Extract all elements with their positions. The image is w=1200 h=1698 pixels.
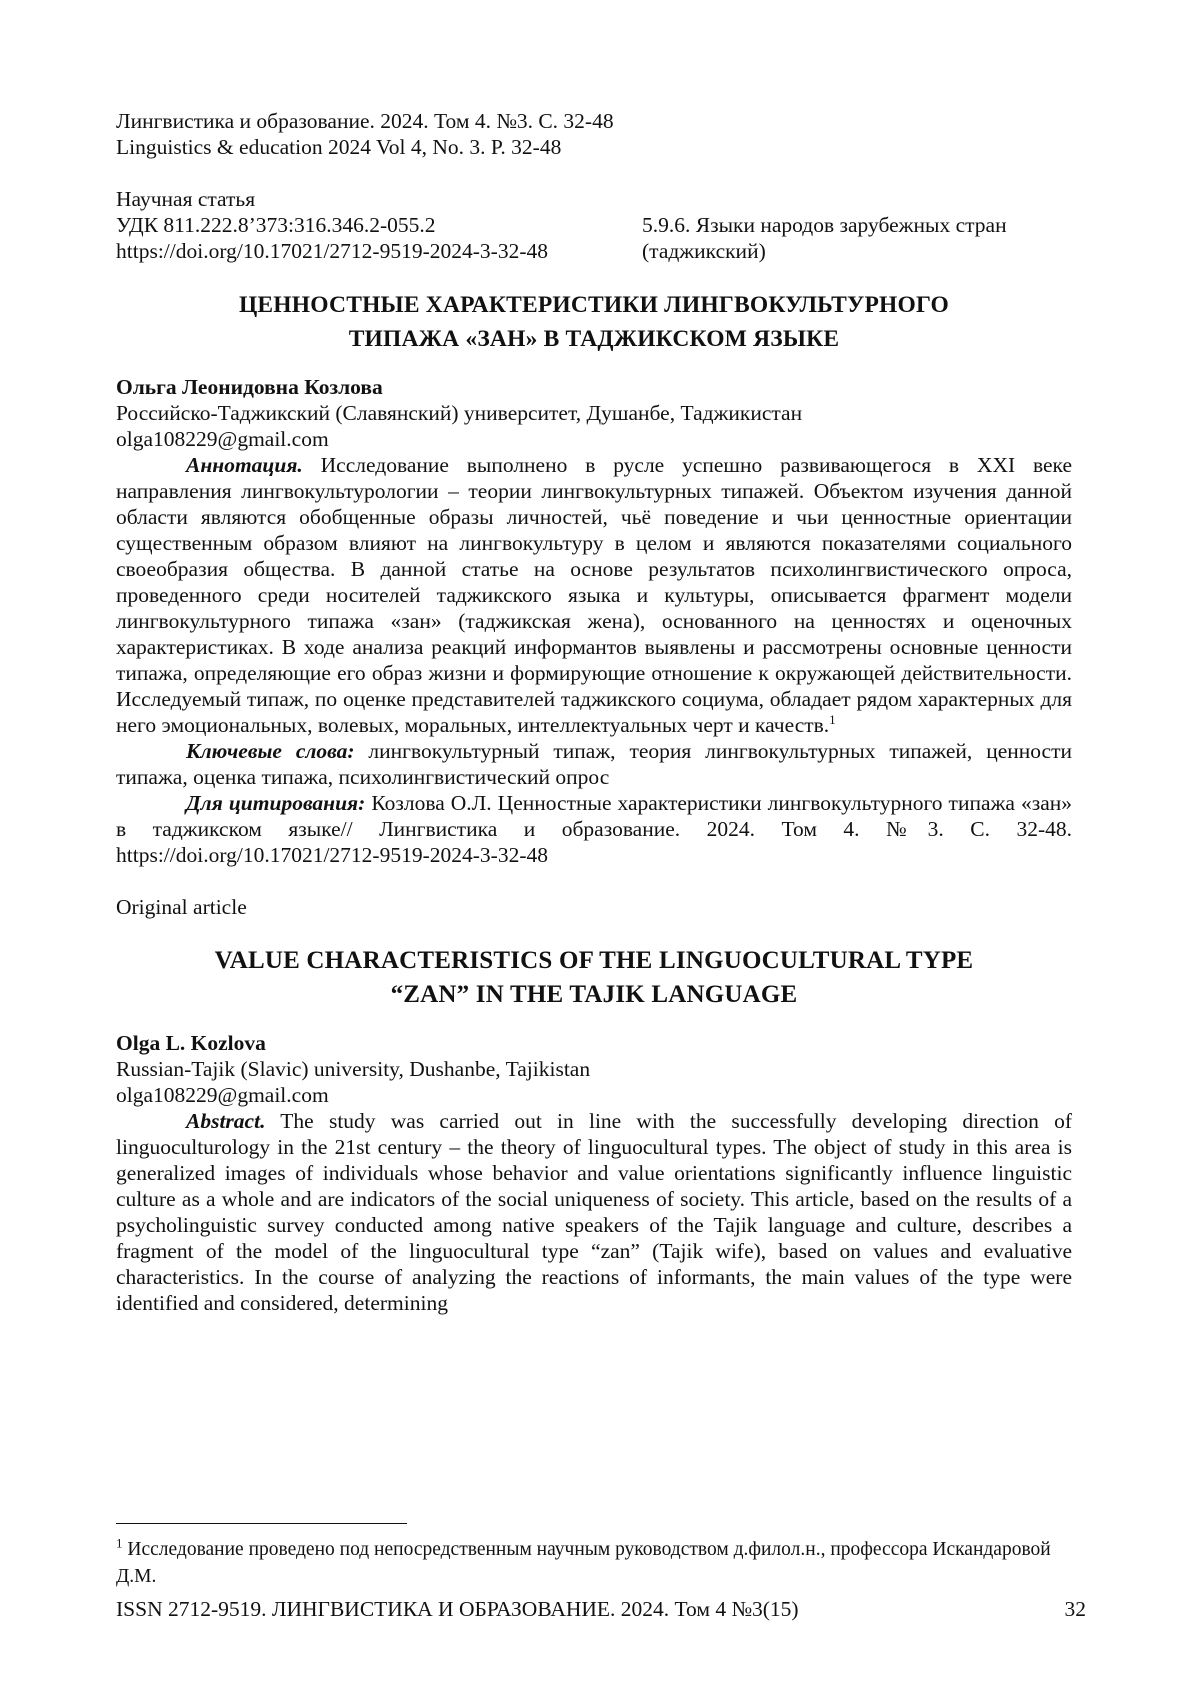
citation-ru xyxy=(116,790,1072,868)
abstract-en xyxy=(116,1108,1072,1316)
article-title-en: VALUE CHARACTERISTICS OF THE LINGUOCULTURAL TYPE “ZAN” IN THE TAJIK LANGUAGE xyxy=(214,947,974,1008)
meta-block xyxy=(116,212,1072,264)
keywords-text-ru: лингвокультурный типаж, теория лингвокультурных типажей, ценности типажа, оценка типажа, психолингвистический опрос xyxy=(116,739,1072,789)
citation-text-ru: Козлова О.Л. Ценностные характеристики лингвокультурного типажа «зан» в таджикском языке// Лингвистика и образование. 2024. Том 4. №3. С. 32-48. https://doi.org/10.17021/2712-9519-2024-3-32-48 xyxy=(116,791,1072,867)
footnote-text: Исследование проведено под непосредственным научным руководством д.филол.н., профессора Искандаровой Д.М. xyxy=(116,1539,1051,1587)
specialty-language: (таджикский) xyxy=(642,239,766,263)
author-email-en[interactable]: olga108229@gmail.com xyxy=(116,1083,329,1107)
journal-header-en: Linguistics & education 2024 Vol 4, No. 3. P. 32-48 xyxy=(116,135,562,159)
abstract-text-en: The study was carried out in line with the successfully developing direction of linguoculturology in the 21st century – the theory of linguocultural types. The object of study in this area is generalized images of individuals whose behavior and value orientations significantly influence linguistic culture as a whole and are indicators of the social uniqueness of society. This article, based on the results of a psycholinguistic survey conducted among native speakers of the Tajik language and culture, describes a fragment of the model of the linguocultural type “zan” (Tajik wife), based on values and evaluative characteristics. In the course of analyzing the reactions of informants, the main values of the type were identified and considered, determining xyxy=(116,1109,1072,1315)
author-name-en: Olga L. Kozlova xyxy=(116,1031,266,1055)
doi-link-ru[interactable]: https://doi.org/10.17021/2712-9519-2024-3-32-48 xyxy=(116,239,548,263)
author-email-ru[interactable]: olga108229@gmail.com xyxy=(116,427,329,451)
keywords-label-ru: Ключевые слова: xyxy=(186,739,355,763)
footer-issn: ISSN 2712-9519. ЛИНГВИСТИКА И ОБРАЗОВАНИЕ. 2024. Том 4 №3(15) xyxy=(116,1597,799,1621)
abstract-label-en: Abstract. xyxy=(186,1109,266,1133)
page-number: 32 xyxy=(1064,1597,1086,1621)
paper-page xyxy=(116,108,1072,1316)
keywords-ru xyxy=(116,738,1072,790)
page-footer xyxy=(116,1596,1086,1622)
abstract-ru xyxy=(116,452,1072,738)
footnote-ref[interactable]: 1 xyxy=(829,711,836,727)
footnote xyxy=(116,1536,1072,1590)
citation-label-ru: Для цитирования: xyxy=(186,791,366,815)
affiliation-en: Russian-Tajik (Slavic) university, Dushanbe, Tajikistan xyxy=(116,1057,591,1081)
footnote-mark: 1 xyxy=(116,1535,123,1551)
specialty-code: 5.9.6. Языки народов зарубежных стран xyxy=(642,213,1007,237)
article-type-ru: Научная статья xyxy=(116,187,256,211)
article-type-en: Original article xyxy=(116,895,247,919)
journal-header-ru: Лингвистика и образование. 2024. Том 4. №3. С. 32-48 xyxy=(116,109,614,133)
author-name-ru: Ольга Леонидовна Козлова xyxy=(116,375,383,399)
footnote-divider xyxy=(116,1523,407,1524)
article-title-ru: ЦЕННОСТНЫЕ ХАРАКТЕРИСТИКИ ЛИНГВОКУЛЬТУРНОГО ТИПАЖА «ЗАН» В ТАДЖИКСКОМ ЯЗЫКЕ xyxy=(238,292,950,352)
affiliation-ru: Российско-Таджикский (Славянский) университет, Душанбе, Таджикистан xyxy=(116,401,803,425)
abstract-text-ru: Исследование выполнено в русле успешно развивающегося в XXI веке направления лингвокультурологии – теории лингвокультурных типажей. Объектом изучения данной области являются обобщенные образы личностей, чьё поведение и чьи ценностные ориентации существенным образом влияют на лингвокультуру в целом и являются показателями социального своеобразия общества. В данной статье на основе результатов психолингвистического опроса, проведенного среди носителей таджикского языка и культуры, описывается фрагмент модели лингвокультурного типажа «зан» (таджикская жена), основанного на ценностях и оценочных характеристиках. В ходе анализа реакций информантов выявлены и рассмотрены основные ценности типажа, определяющие его образ жизни и формирующие отношение к окружающей действительности. Исследуемый типаж, по оценке представителей таджикского социума, обладает рядом характерных для него эмоциональных, волевых, моральных, интеллектуальных черт и качеств. xyxy=(116,453,1072,737)
abstract-label-ru: Аннотация. xyxy=(186,453,303,477)
udk-code: УДК 811.222.8’373:316.346.2-055.2 xyxy=(116,213,436,237)
